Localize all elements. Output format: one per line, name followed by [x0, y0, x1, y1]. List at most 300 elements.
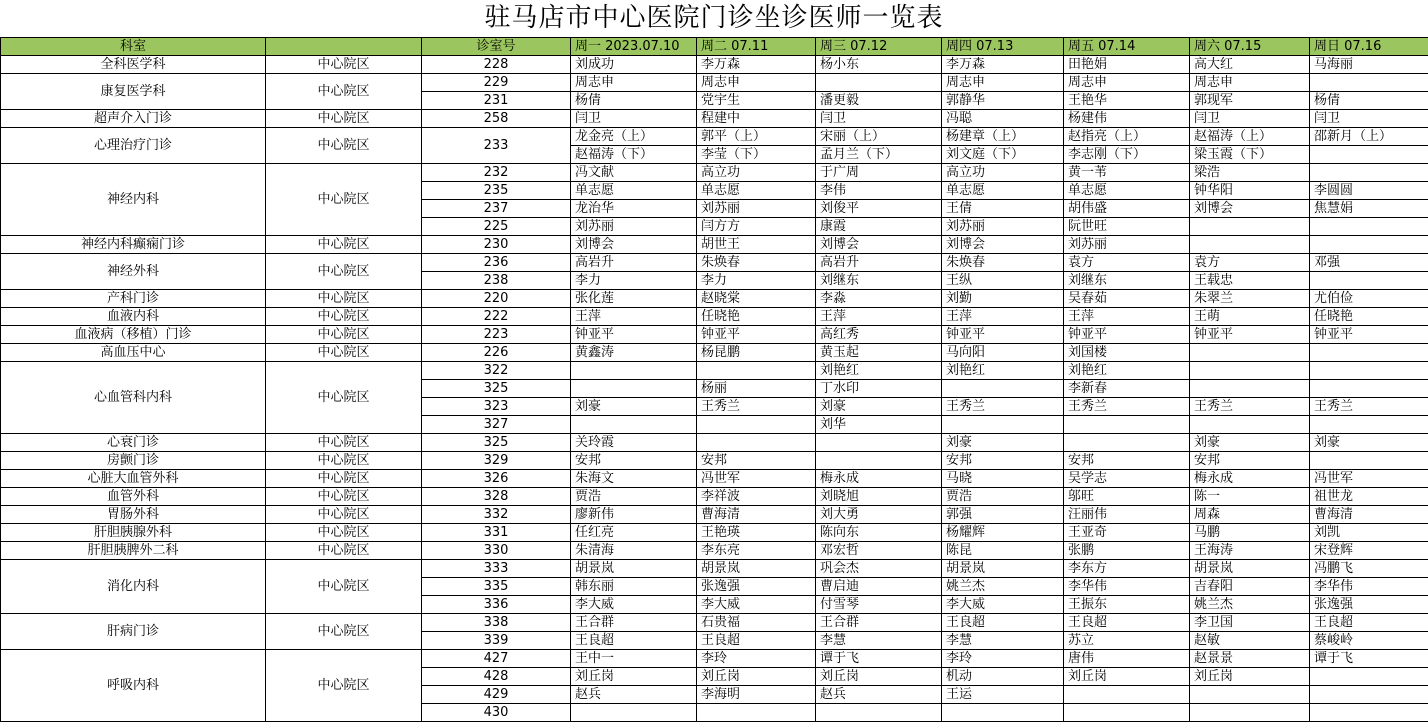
room-number-cell[interactable]: 322 [422, 362, 571, 380]
campus-cell[interactable]: 中心院区 [266, 434, 422, 452]
header-cell[interactable]: 周二 07.11 [697, 38, 816, 56]
doctor-cell[interactable]: 单志愿 [571, 182, 697, 200]
doctor-cell[interactable]: 李慧 [942, 632, 1064, 650]
doctor-cell[interactable]: 梁玉霞（下） [1190, 146, 1310, 164]
doctor-cell[interactable]: 杨倩 [1310, 92, 1428, 110]
campus-cell[interactable]: 中心院区 [266, 560, 422, 614]
campus-cell[interactable]: 中心院区 [266, 56, 422, 74]
doctor-cell[interactable]: 高立功 [697, 164, 816, 182]
doctor-cell[interactable]: 潘更毅 [816, 92, 942, 110]
doctor-cell[interactable] [1310, 164, 1428, 182]
doctor-cell[interactable]: 王秀兰 [1190, 398, 1310, 416]
doctor-cell[interactable] [571, 362, 697, 380]
doctor-cell[interactable]: 刘艳红 [942, 362, 1064, 380]
room-number-cell[interactable]: 330 [422, 542, 571, 560]
doctor-cell[interactable]: 王合群 [816, 614, 942, 632]
doctor-cell[interactable]: 田艳娟 [1064, 56, 1190, 74]
doctor-cell[interactable]: 张鹏 [1064, 542, 1190, 560]
doctor-cell[interactable]: 刘华 [816, 416, 942, 434]
doctor-cell[interactable] [571, 380, 697, 398]
doctor-cell[interactable]: 刘丘岗 [1064, 668, 1190, 686]
doctor-cell[interactable]: 曹海清 [697, 506, 816, 524]
doctor-cell[interactable] [571, 416, 697, 434]
doctor-cell[interactable]: 周志申 [942, 74, 1064, 92]
doctor-cell[interactable] [1310, 686, 1428, 704]
doctor-cell[interactable]: 关玲霞 [571, 434, 697, 452]
room-number-cell[interactable]: 428 [422, 668, 571, 686]
doctor-cell[interactable]: 刘继东 [816, 272, 942, 290]
room-number-cell[interactable]: 226 [422, 344, 571, 362]
doctor-cell[interactable] [1064, 434, 1190, 452]
doctor-cell[interactable]: 韩东丽 [571, 578, 697, 596]
department-cell[interactable]: 康复医学科 [1, 74, 266, 110]
campus-cell[interactable]: 中心院区 [266, 470, 422, 488]
department-cell[interactable]: 血液病（移植）门诊 [1, 326, 266, 344]
doctor-cell[interactable]: 冯世军 [1310, 470, 1428, 488]
doctor-cell[interactable]: 唐伟 [1064, 650, 1190, 668]
header-cell[interactable]: 周六 07.15 [1190, 38, 1310, 56]
doctor-cell[interactable]: 王秀兰 [1064, 398, 1190, 416]
doctor-cell[interactable]: 李伟 [816, 182, 942, 200]
campus-cell[interactable]: 中心院区 [266, 326, 422, 344]
doctor-cell[interactable]: 邵新月（上） [1310, 128, 1428, 146]
doctor-cell[interactable]: 王良超 [571, 632, 697, 650]
doctor-cell[interactable]: 张化莲 [571, 290, 697, 308]
doctor-cell[interactable]: 冯鹏飞 [1310, 560, 1428, 578]
department-cell[interactable]: 血管外科 [1, 488, 266, 506]
doctor-cell[interactable]: 刘俊平 [816, 200, 942, 218]
room-number-cell[interactable]: 228 [422, 56, 571, 74]
room-number-cell[interactable]: 338 [422, 614, 571, 632]
doctor-cell[interactable]: 王萍 [1064, 308, 1190, 326]
doctor-cell[interactable]: 王载忠 [1190, 272, 1310, 290]
doctor-cell[interactable]: 王萌 [1190, 308, 1310, 326]
doctor-cell[interactable]: 黄一苇 [1064, 164, 1190, 182]
header-cell[interactable]: 周四 07.13 [942, 38, 1064, 56]
doctor-cell[interactable]: 李万森 [697, 56, 816, 74]
doctor-cell[interactable] [697, 362, 816, 380]
doctor-cell[interactable]: 王良超 [1064, 614, 1190, 632]
doctor-cell[interactable]: 杨倩 [571, 92, 697, 110]
doctor-cell[interactable]: 汪丽伟 [1064, 506, 1190, 524]
doctor-cell[interactable]: 李华伟 [1310, 578, 1428, 596]
doctor-cell[interactable]: 钟亚平 [697, 326, 816, 344]
doctor-cell[interactable]: 孟月兰（下） [816, 146, 942, 164]
header-cell[interactable]: 诊室号 [422, 38, 571, 56]
doctor-cell[interactable]: 刘文庭（下） [942, 146, 1064, 164]
doctor-cell[interactable] [942, 416, 1064, 434]
department-cell[interactable]: 肝胆胰脾外二科 [1, 542, 266, 560]
department-cell[interactable]: 呼吸内科 [1, 650, 266, 722]
department-cell[interactable]: 胃肠外科 [1, 506, 266, 524]
department-cell[interactable]: 全科医学科 [1, 56, 266, 74]
doctor-cell[interactable]: 王运 [942, 686, 1064, 704]
campus-cell[interactable]: 中心院区 [266, 488, 422, 506]
campus-cell[interactable]: 中心院区 [266, 254, 422, 290]
doctor-cell[interactable]: 王纵 [942, 272, 1064, 290]
doctor-cell[interactable] [1190, 380, 1310, 398]
doctor-cell[interactable] [942, 704, 1064, 722]
doctor-cell[interactable]: 谭于飞 [816, 650, 942, 668]
doctor-cell[interactable]: 陈向东 [816, 524, 942, 542]
doctor-cell[interactable]: 杨丽 [697, 380, 816, 398]
doctor-cell[interactable] [1190, 704, 1310, 722]
doctor-cell[interactable]: 刘豪 [1310, 434, 1428, 452]
doctor-cell[interactable]: 谭于飞 [1310, 650, 1428, 668]
doctor-cell[interactable]: 闫卫 [1310, 110, 1428, 128]
doctor-cell[interactable]: 王倩 [942, 200, 1064, 218]
doctor-cell[interactable]: 蔡峻岭 [1310, 632, 1428, 650]
doctor-cell[interactable]: 赵敏 [1190, 632, 1310, 650]
doctor-cell[interactable]: 赵景景 [1190, 650, 1310, 668]
doctor-cell[interactable]: 王良超 [942, 614, 1064, 632]
doctor-cell[interactable]: 祖世龙 [1310, 488, 1428, 506]
room-number-cell[interactable]: 336 [422, 596, 571, 614]
doctor-cell[interactable]: 安邦 [1064, 452, 1190, 470]
doctor-cell[interactable]: 吴春茹 [1064, 290, 1190, 308]
header-cell[interactable]: 科室 [1, 38, 266, 56]
doctor-cell[interactable]: 杨建章（上） [942, 128, 1064, 146]
doctor-cell[interactable]: 梁浩 [1190, 164, 1310, 182]
room-number-cell[interactable]: 232 [422, 164, 571, 182]
doctor-cell[interactable]: 赵兵 [571, 686, 697, 704]
doctor-cell[interactable]: 刘国楼 [1064, 344, 1190, 362]
campus-cell[interactable]: 中心院区 [266, 524, 422, 542]
department-cell[interactable]: 肝病门诊 [1, 614, 266, 650]
doctor-cell[interactable]: 龙治华 [571, 200, 697, 218]
doctor-cell[interactable]: 丁水印 [816, 380, 942, 398]
doctor-cell[interactable] [1190, 416, 1310, 434]
doctor-cell[interactable]: 郭现军 [1190, 92, 1310, 110]
doctor-cell[interactable]: 刘苏丽 [571, 218, 697, 236]
doctor-cell[interactable]: 王良超 [1310, 614, 1428, 632]
doctor-cell[interactable] [1310, 218, 1428, 236]
doctor-cell[interactable]: 梅永成 [816, 470, 942, 488]
doctor-cell[interactable]: 朱翠兰 [1190, 290, 1310, 308]
department-cell[interactable]: 心血管科内科 [1, 362, 266, 434]
department-cell[interactable]: 产科门诊 [1, 290, 266, 308]
doctor-cell[interactable]: 付雪琴 [816, 596, 942, 614]
doctor-cell[interactable]: 钟亚平 [571, 326, 697, 344]
doctor-cell[interactable]: 郭平（上） [697, 128, 816, 146]
doctor-cell[interactable]: 张逸强 [1310, 596, 1428, 614]
department-cell[interactable]: 肝胆胰腺外科 [1, 524, 266, 542]
doctor-cell[interactable]: 李东亮 [697, 542, 816, 560]
doctor-cell[interactable]: 王萍 [816, 308, 942, 326]
room-number-cell[interactable]: 230 [422, 236, 571, 254]
doctor-cell[interactable]: 王亚奇 [1064, 524, 1190, 542]
room-number-cell[interactable]: 327 [422, 416, 571, 434]
doctor-cell[interactable]: 钟亚平 [1064, 326, 1190, 344]
doctor-cell[interactable]: 曹启迪 [816, 578, 942, 596]
doctor-cell[interactable]: 马海丽 [1310, 56, 1428, 74]
doctor-cell[interactable]: 杨建伟 [1064, 110, 1190, 128]
doctor-cell[interactable]: 高大红 [1190, 56, 1310, 74]
doctor-cell[interactable]: 安邦 [571, 452, 697, 470]
doctor-cell[interactable]: 高红秀 [816, 326, 942, 344]
doctor-cell[interactable]: 朱焕春 [697, 254, 816, 272]
doctor-cell[interactable]: 刘豪 [816, 398, 942, 416]
doctor-cell[interactable]: 李力 [571, 272, 697, 290]
doctor-cell[interactable]: 刘艳红 [816, 362, 942, 380]
department-cell[interactable]: 心衰门诊 [1, 434, 266, 452]
doctor-cell[interactable]: 周志申 [571, 74, 697, 92]
doctor-cell[interactable]: 刘继东 [1064, 272, 1190, 290]
doctor-cell[interactable]: 王秀兰 [697, 398, 816, 416]
campus-cell[interactable]: 中心院区 [266, 650, 422, 722]
doctor-cell[interactable]: 巩会杰 [816, 560, 942, 578]
doctor-cell[interactable]: 李圆圆 [1310, 182, 1428, 200]
doctor-cell[interactable] [1064, 416, 1190, 434]
doctor-cell[interactable]: 刘晓旭 [816, 488, 942, 506]
doctor-cell[interactable] [1310, 74, 1428, 92]
room-number-cell[interactable]: 331 [422, 524, 571, 542]
doctor-cell[interactable]: 刘豪 [942, 434, 1064, 452]
doctor-cell[interactable]: 王萍 [571, 308, 697, 326]
doctor-cell[interactable]: 李玲 [942, 650, 1064, 668]
doctor-cell[interactable] [697, 704, 816, 722]
doctor-cell[interactable]: 王艳华 [1064, 92, 1190, 110]
doctor-cell[interactable]: 李万森 [942, 56, 1064, 74]
doctor-cell[interactable]: 单志愿 [942, 182, 1064, 200]
doctor-cell[interactable]: 朱焕春 [942, 254, 1064, 272]
doctor-cell[interactable]: 刘苏丽 [1064, 236, 1190, 254]
doctor-cell[interactable]: 马鹏 [1190, 524, 1310, 542]
room-number-cell[interactable]: 233 [422, 128, 571, 164]
doctor-cell[interactable] [1310, 704, 1428, 722]
doctor-cell[interactable]: 闫卫 [571, 110, 697, 128]
campus-cell[interactable]: 中心院区 [266, 236, 422, 254]
doctor-cell[interactable]: 李慧 [816, 632, 942, 650]
doctor-cell[interactable]: 马向阳 [942, 344, 1064, 362]
doctor-cell[interactable]: 刘勤 [942, 290, 1064, 308]
doctor-cell[interactable]: 周森 [1190, 506, 1310, 524]
doctor-cell[interactable] [1310, 272, 1428, 290]
doctor-cell[interactable]: 赵晓棠 [697, 290, 816, 308]
doctor-cell[interactable]: 高岩升 [571, 254, 697, 272]
header-cell[interactable] [266, 38, 422, 56]
doctor-cell[interactable]: 刘艳红 [1064, 362, 1190, 380]
doctor-cell[interactable]: 郭强 [942, 506, 1064, 524]
doctor-cell[interactable]: 曹海清 [1310, 506, 1428, 524]
doctor-cell[interactable]: 李华伟 [1064, 578, 1190, 596]
doctor-cell[interactable] [1190, 218, 1310, 236]
doctor-cell[interactable]: 刘丘岗 [571, 668, 697, 686]
doctor-cell[interactable]: 尤伯俭 [1310, 290, 1428, 308]
doctor-cell[interactable] [816, 704, 942, 722]
doctor-cell[interactable]: 杨昆鹏 [697, 344, 816, 362]
doctor-cell[interactable]: 廖新伟 [571, 506, 697, 524]
doctor-cell[interactable] [816, 452, 942, 470]
doctor-cell[interactable]: 刘丘岗 [1190, 668, 1310, 686]
doctor-cell[interactable]: 龙金亮（上） [571, 128, 697, 146]
doctor-cell[interactable]: 冯聪 [942, 110, 1064, 128]
campus-cell[interactable]: 中心院区 [266, 110, 422, 128]
doctor-cell[interactable]: 赵指亮（上） [1064, 128, 1190, 146]
doctor-cell[interactable]: 安邦 [942, 452, 1064, 470]
room-number-cell[interactable]: 429 [422, 686, 571, 704]
doctor-cell[interactable]: 高立功 [942, 164, 1064, 182]
doctor-cell[interactable]: 刘豪 [571, 398, 697, 416]
doctor-cell[interactable]: 陈一 [1190, 488, 1310, 506]
doctor-cell[interactable]: 李大威 [571, 596, 697, 614]
doctor-cell[interactable]: 朱清海 [571, 542, 697, 560]
doctor-cell[interactable]: 王良超 [697, 632, 816, 650]
campus-cell[interactable]: 中心院区 [266, 74, 422, 110]
campus-cell[interactable]: 中心院区 [266, 452, 422, 470]
doctor-cell[interactable]: 姚兰杰 [1190, 596, 1310, 614]
doctor-cell[interactable]: 钟亚平 [1310, 326, 1428, 344]
doctor-cell[interactable]: 胡景岚 [697, 560, 816, 578]
doctor-cell[interactable] [1310, 362, 1428, 380]
doctor-cell[interactable] [1310, 380, 1428, 398]
doctor-cell[interactable]: 刘凯 [1310, 524, 1428, 542]
department-cell[interactable]: 心脏大血管外科 [1, 470, 266, 488]
doctor-cell[interactable]: 宋登辉 [1310, 542, 1428, 560]
doctor-cell[interactable]: 钟华阳 [1190, 182, 1310, 200]
campus-cell[interactable]: 中心院区 [266, 344, 422, 362]
doctor-cell[interactable]: 安邦 [1190, 452, 1310, 470]
campus-cell[interactable]: 中心院区 [266, 308, 422, 326]
room-number-cell[interactable]: 339 [422, 632, 571, 650]
doctor-cell[interactable]: 杨耀辉 [942, 524, 1064, 542]
room-number-cell[interactable]: 335 [422, 578, 571, 596]
room-number-cell[interactable]: 223 [422, 326, 571, 344]
doctor-cell[interactable]: 王振东 [1064, 596, 1190, 614]
doctor-cell[interactable]: 李莹（下） [697, 146, 816, 164]
room-number-cell[interactable]: 237 [422, 200, 571, 218]
doctor-cell[interactable] [571, 704, 697, 722]
doctor-cell[interactable]: 刘苏丽 [697, 200, 816, 218]
doctor-cell[interactable]: 单志愿 [697, 182, 816, 200]
doctor-cell[interactable]: 王艳瑛 [697, 524, 816, 542]
room-number-cell[interactable]: 231 [422, 92, 571, 110]
department-cell[interactable]: 神经内科 [1, 164, 266, 236]
doctor-cell[interactable]: 刘丘岗 [816, 668, 942, 686]
doctor-cell[interactable]: 袁方 [1190, 254, 1310, 272]
campus-cell[interactable]: 中心院区 [266, 614, 422, 650]
doctor-cell[interactable]: 李卫国 [1190, 614, 1310, 632]
header-cell[interactable]: 周日 07.16 [1310, 38, 1428, 56]
campus-cell[interactable]: 中心院区 [266, 506, 422, 524]
room-number-cell[interactable]: 325 [422, 380, 571, 398]
doctor-cell[interactable]: 阮世旺 [1064, 218, 1190, 236]
room-number-cell[interactable]: 225 [422, 218, 571, 236]
doctor-cell[interactable]: 王秀兰 [1310, 398, 1428, 416]
header-cell[interactable]: 周三 07.12 [816, 38, 942, 56]
doctor-cell[interactable]: 胡景岚 [1190, 560, 1310, 578]
department-cell[interactable]: 消化内科 [1, 560, 266, 614]
doctor-cell[interactable] [1310, 416, 1428, 434]
doctor-cell[interactable]: 李东方 [1064, 560, 1190, 578]
doctor-cell[interactable]: 李新春 [1064, 380, 1190, 398]
doctor-cell[interactable]: 李大威 [942, 596, 1064, 614]
doctor-cell[interactable]: 高岩升 [816, 254, 942, 272]
doctor-cell[interactable] [1310, 146, 1428, 164]
doctor-cell[interactable] [1064, 704, 1190, 722]
doctor-cell[interactable]: 刘博会 [571, 236, 697, 254]
doctor-cell[interactable]: 李海明 [697, 686, 816, 704]
doctor-cell[interactable]: 李大威 [697, 596, 816, 614]
doctor-cell[interactable]: 刘丘岗 [697, 668, 816, 686]
doctor-cell[interactable]: 张逸强 [697, 578, 816, 596]
doctor-cell[interactable]: 邓强 [1310, 254, 1428, 272]
doctor-cell[interactable]: 刘大勇 [816, 506, 942, 524]
doctor-cell[interactable]: 闫卫 [816, 110, 942, 128]
doctor-cell[interactable]: 宋丽（上） [816, 128, 942, 146]
doctor-cell[interactable] [697, 416, 816, 434]
room-number-cell[interactable]: 222 [422, 308, 571, 326]
doctor-cell[interactable]: 冯世军 [697, 470, 816, 488]
doctor-cell[interactable] [942, 380, 1064, 398]
doctor-cell[interactable]: 闫方方 [697, 218, 816, 236]
room-number-cell[interactable]: 238 [422, 272, 571, 290]
doctor-cell[interactable]: 刘成功 [571, 56, 697, 74]
doctor-cell[interactable] [1310, 668, 1428, 686]
header-cell[interactable]: 周一 2023.07.10 [571, 38, 697, 56]
doctor-cell[interactable]: 任红亮 [571, 524, 697, 542]
doctor-cell[interactable]: 陈昆 [942, 542, 1064, 560]
doctor-cell[interactable]: 党宇生 [697, 92, 816, 110]
doctor-cell[interactable]: 安邦 [697, 452, 816, 470]
department-cell[interactable]: 心理治疗门诊 [1, 128, 266, 164]
header-cell[interactable]: 周五 07.14 [1064, 38, 1190, 56]
doctor-cell[interactable]: 姚兰杰 [942, 578, 1064, 596]
room-number-cell[interactable]: 333 [422, 560, 571, 578]
doctor-cell[interactable]: 刘博会 [1190, 200, 1310, 218]
doctor-cell[interactable]: 王中一 [571, 650, 697, 668]
room-number-cell[interactable]: 329 [422, 452, 571, 470]
doctor-cell[interactable]: 朱海文 [571, 470, 697, 488]
doctor-cell[interactable]: 贾浩 [571, 488, 697, 506]
doctor-cell[interactable] [1190, 236, 1310, 254]
doctor-cell[interactable]: 单志愿 [1064, 182, 1190, 200]
doctor-cell[interactable]: 梅永成 [1190, 470, 1310, 488]
doctor-cell[interactable]: 赵福涛（上） [1190, 128, 1310, 146]
doctor-cell[interactable]: 刘豪 [1190, 434, 1310, 452]
doctor-cell[interactable] [1190, 362, 1310, 380]
doctor-cell[interactable]: 胡景岚 [571, 560, 697, 578]
room-number-cell[interactable]: 235 [422, 182, 571, 200]
room-number-cell[interactable]: 258 [422, 110, 571, 128]
doctor-cell[interactable] [1310, 452, 1428, 470]
room-number-cell[interactable]: 328 [422, 488, 571, 506]
doctor-cell[interactable]: 贾浩 [942, 488, 1064, 506]
doctor-cell[interactable]: 黄鑫涛 [571, 344, 697, 362]
doctor-cell[interactable]: 王海涛 [1190, 542, 1310, 560]
doctor-cell[interactable] [1310, 236, 1428, 254]
doctor-cell[interactable]: 黄玉起 [816, 344, 942, 362]
room-number-cell[interactable]: 220 [422, 290, 571, 308]
doctor-cell[interactable] [1310, 344, 1428, 362]
doctor-cell[interactable] [1190, 686, 1310, 704]
doctor-cell[interactable]: 邬旺 [1064, 488, 1190, 506]
doctor-cell[interactable]: 王合群 [571, 614, 697, 632]
doctor-cell[interactable]: 李志刚（下） [1064, 146, 1190, 164]
doctor-cell[interactable]: 焦慧娟 [1310, 200, 1428, 218]
room-number-cell[interactable]: 427 [422, 650, 571, 668]
campus-cell[interactable]: 中心院区 [266, 362, 422, 434]
doctor-cell[interactable]: 机动 [942, 668, 1064, 686]
doctor-cell[interactable] [816, 74, 942, 92]
doctor-cell[interactable]: 李祥波 [697, 488, 816, 506]
department-cell[interactable]: 神经内科癫痫门诊 [1, 236, 266, 254]
department-cell[interactable]: 神经外科 [1, 254, 266, 290]
doctor-cell[interactable]: 袁方 [1064, 254, 1190, 272]
doctor-cell[interactable]: 马晓 [942, 470, 1064, 488]
doctor-cell[interactable]: 刘博会 [942, 236, 1064, 254]
doctor-cell[interactable]: 钟亚平 [1190, 326, 1310, 344]
